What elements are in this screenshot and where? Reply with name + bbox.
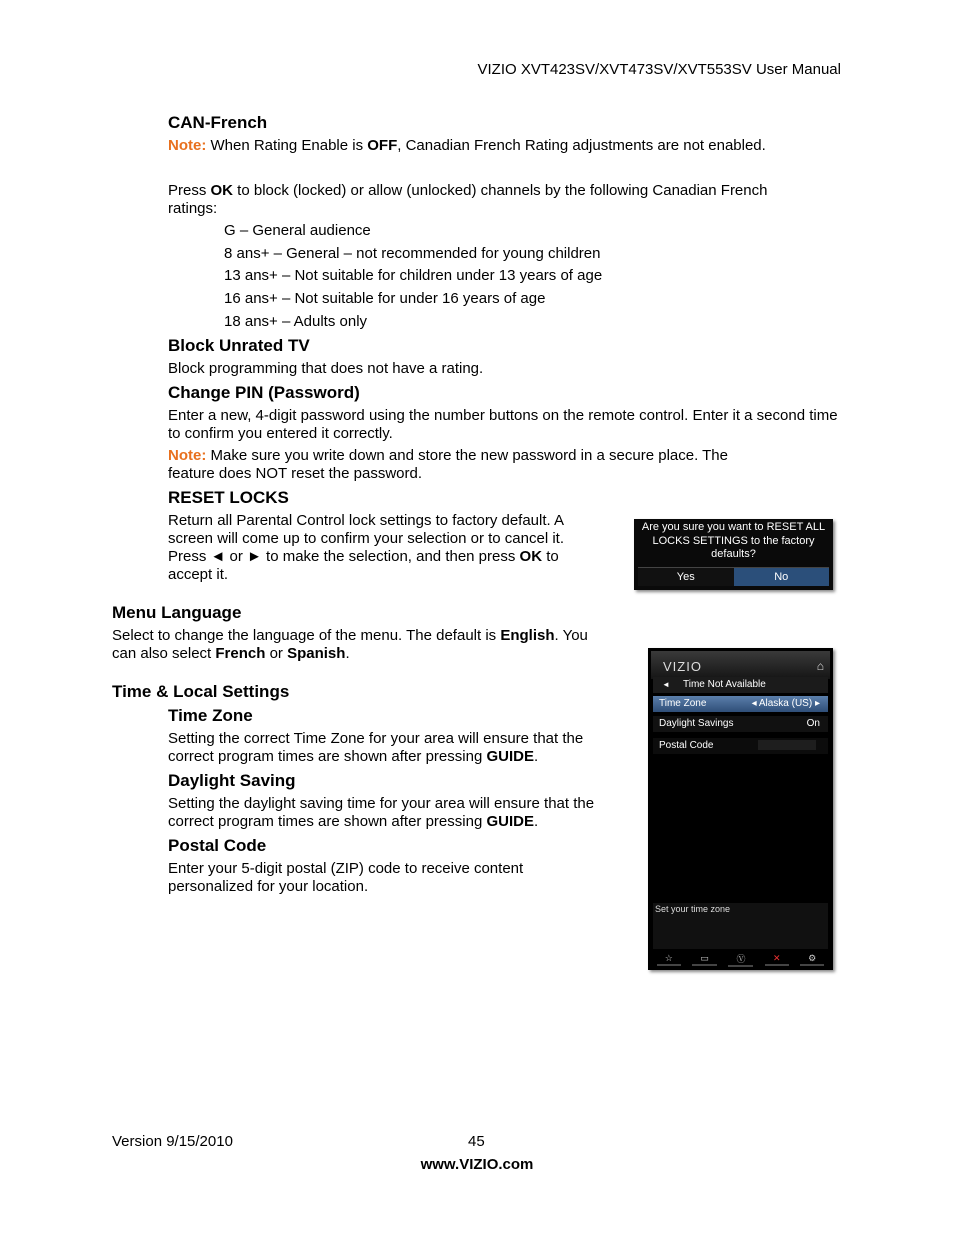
ds-text: Setting the daylight saving time for your area will ensure that the correct program times are shown after pressing	[168, 795, 595, 830]
ds-end: .	[533, 813, 539, 830]
menu-item-daylight[interactable]	[653, 716, 828, 732]
time-zone-heading: Time Zone	[168, 706, 253, 725]
rating-8: 8 ans+ – General – not recommended for young children	[224, 245, 601, 262]
reset-text-end: to accept it.	[168, 548, 559, 583]
dialog-question: Are you sure you want to RESET ALL LOCKS SETTINGS to the factory defaults?	[641, 521, 826, 560]
page-number: 45	[468, 1133, 485, 1150]
close-icon[interactable]: ✕	[765, 953, 789, 966]
note-label: Note:	[168, 447, 207, 464]
ml-text-2: . You can also select	[112, 627, 588, 662]
menu-language-heading: Menu Language	[112, 603, 242, 622]
tz-end: .	[533, 748, 539, 765]
change-pin-note	[168, 447, 768, 483]
press-text: Press	[168, 182, 211, 199]
press-text-end: to block (locked) or allow (unlocked) channels by the following Canadian French ratings:	[168, 182, 768, 217]
ml-text-4: .	[345, 645, 350, 662]
note-text: Make sure you write down and store the new password in a secure place. The feature does NOT reset the password.	[168, 447, 728, 482]
version: Version 9/15/2010	[112, 1133, 233, 1150]
ml-text-1: Select to change the language of the menu. The default is	[112, 627, 501, 644]
dialog-buttons	[638, 567, 829, 586]
status-text: Time Not Available	[683, 679, 766, 690]
menu-language-text	[112, 627, 612, 663]
change-pin-text: Enter a new, 4-digit password using the number buttons on the remote control. Enter it a second time to confirm you entered it correctly.	[168, 407, 838, 442]
note-bold: OFF	[367, 137, 398, 154]
tv-time-menu	[648, 648, 833, 970]
reset-locks-dialog	[634, 519, 833, 590]
no-button[interactable]: No	[734, 568, 830, 586]
time-zone-text	[168, 730, 618, 766]
help-text: Set your time zone	[655, 904, 731, 914]
time-zone-label: Time Zone	[659, 698, 707, 709]
reset-locks-text	[168, 512, 588, 584]
menu-status-row[interactable]	[653, 677, 828, 693]
time-zone-value	[752, 696, 820, 712]
daylight-text	[168, 795, 618, 831]
postal-text: Enter your 5-digit postal (ZIP) code to receive content personalized for your location.	[168, 860, 524, 895]
daylight-label: Daylight Savings	[659, 718, 734, 729]
star-icon[interactable]: ☆	[657, 953, 681, 966]
menu-item-postal[interactable]	[653, 738, 828, 754]
home-icon[interactable]: ⌂	[816, 659, 824, 673]
left-arrow-icon[interactable]: ◂	[751, 698, 757, 709]
v-icon[interactable]: Ⓥ	[728, 952, 753, 967]
note-text: When Rating Enable is	[206, 137, 368, 154]
daylight-heading: Daylight Saving	[168, 771, 296, 790]
can-french-press	[168, 182, 808, 218]
reset-locks-heading: RESET LOCKS	[168, 488, 289, 507]
note-label: Note:	[168, 137, 207, 154]
block-unrated-heading: Block Unrated TV	[168, 336, 310, 355]
rating-13: 13 ans+ – Not suitable for children under 13 years of age	[224, 267, 603, 284]
press-bold: OK	[210, 182, 234, 199]
menu-item-time-zone[interactable]	[653, 696, 828, 712]
ml-bold-1: English	[500, 627, 555, 644]
note-text-end: , Canadian French Rating adjustments are not enabled.	[397, 137, 766, 154]
change-pin-heading: Change PIN (Password)	[168, 383, 360, 402]
tz-bold: GUIDE	[486, 748, 534, 765]
time-local-heading: Time & Local Settings	[112, 682, 290, 701]
daylight-value: On	[806, 718, 820, 729]
can-french-heading: CAN-French	[168, 113, 268, 132]
ml-bold-3: Spanish	[287, 645, 346, 662]
footer-url[interactable]: www.VIZIO.com	[420, 1156, 534, 1173]
postal-input[interactable]	[758, 740, 816, 750]
postal-heading: Postal Code	[168, 836, 267, 855]
manual-title: VIZIO XVT423SV/XVT473SV/XVT553SV User Manual	[477, 61, 841, 78]
block-unrated-text: Block programming that does not have a rating.	[168, 360, 484, 377]
menu-help-box	[653, 903, 828, 949]
can-french-note	[168, 137, 848, 155]
ml-text-3: or	[265, 645, 288, 662]
time-zone-value-text: Alaska (US)	[758, 698, 813, 709]
rating-16: 16 ans+ – Not suitable for under 16 years of age	[224, 290, 546, 307]
yes-button[interactable]: Yes	[638, 568, 734, 586]
rating-18: 18 ans+ – Adults only	[224, 313, 368, 330]
menu-footer	[651, 950, 830, 968]
reset-text: Return all Parental Control lock settings to factory default. A screen will come up to confirm your selection or to cancel it. Press ◄ or ► to make the selection, and then press	[168, 512, 564, 565]
gear-icon[interactable]: ⚙	[800, 953, 824, 966]
tz-text: Setting the correct Time Zone for your area will ensure that the correct program times are shown after pressing	[168, 730, 584, 765]
reset-bold: OK	[519, 548, 543, 565]
back-arrow-icon[interactable]: ◄	[662, 680, 670, 689]
vizio-logo: VIZIO	[663, 659, 702, 674]
rating-g: G – General audience	[224, 222, 371, 239]
widget-icon[interactable]: ▭	[692, 953, 717, 966]
ds-bold: GUIDE	[486, 813, 534, 830]
postal-label: Postal Code	[659, 740, 714, 751]
ml-bold-2: French	[215, 645, 266, 662]
right-arrow-icon[interactable]: ▸	[814, 698, 820, 709]
menu-topbar	[651, 651, 830, 679]
